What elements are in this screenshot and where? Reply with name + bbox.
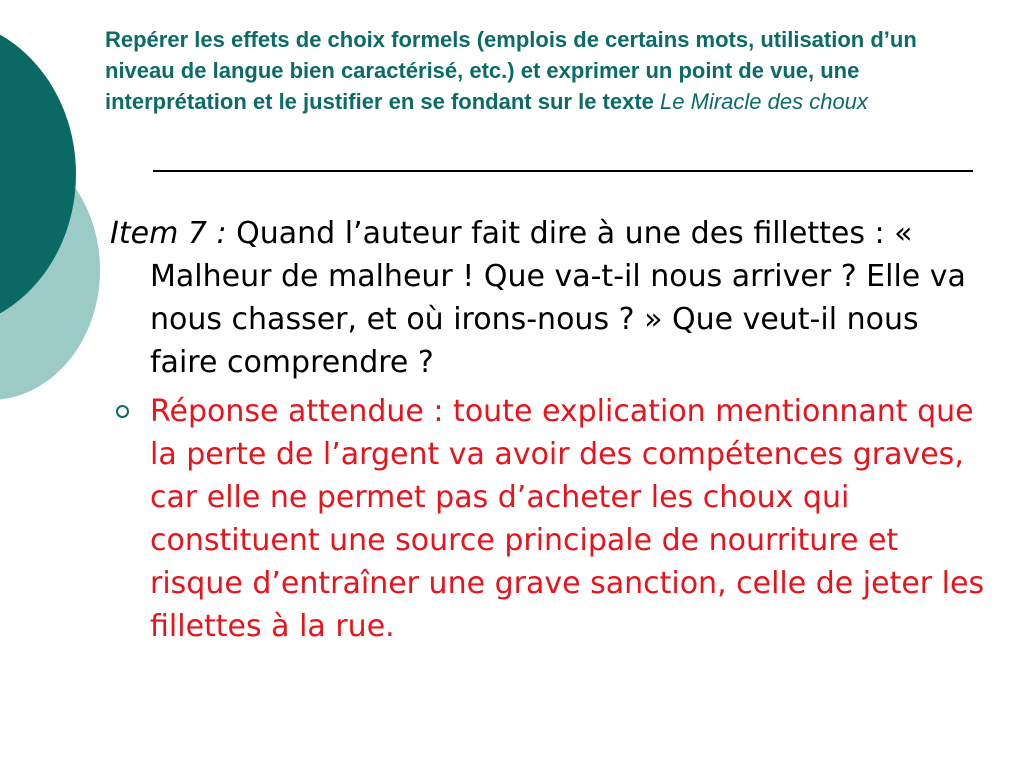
slide-title [105, 24, 975, 117]
item-label: Item 7 : [110, 216, 227, 251]
slide-body [110, 212, 990, 648]
title-work-name: Le Miracle des choux [660, 89, 868, 114]
hollow-circle-icon [116, 405, 129, 418]
answer-paragraph [110, 390, 990, 648]
title-divider [153, 170, 973, 172]
item-question-text: Quand l’auteur fait dire à une des fillettes : « Malheur de malheur ! Que va-t-il nous arriver ? Elle va nous chasser, et où irons-nous ? » Que veut-il nous faire comprendre ? [150, 216, 966, 380]
answer-text: Réponse attendue : toute explication mentionnant que la perte de l’argent va avoir des compétences graves, car elle ne permet pas d’acheter les choux qui constituent une source principale de nourriture et risque d’entraîner une grave sanction, celle de jeter les fillettes à la rue. [150, 394, 985, 644]
title-text: Repérer les effets de choix formels (emplois de certains mots, utilisation d’un niveau de langue bien caractérisé, etc.) et exprimer un point de vue, une interprétation et le justifier en se fondant sur le texte [105, 27, 917, 114]
item-question-paragraph [110, 212, 990, 384]
